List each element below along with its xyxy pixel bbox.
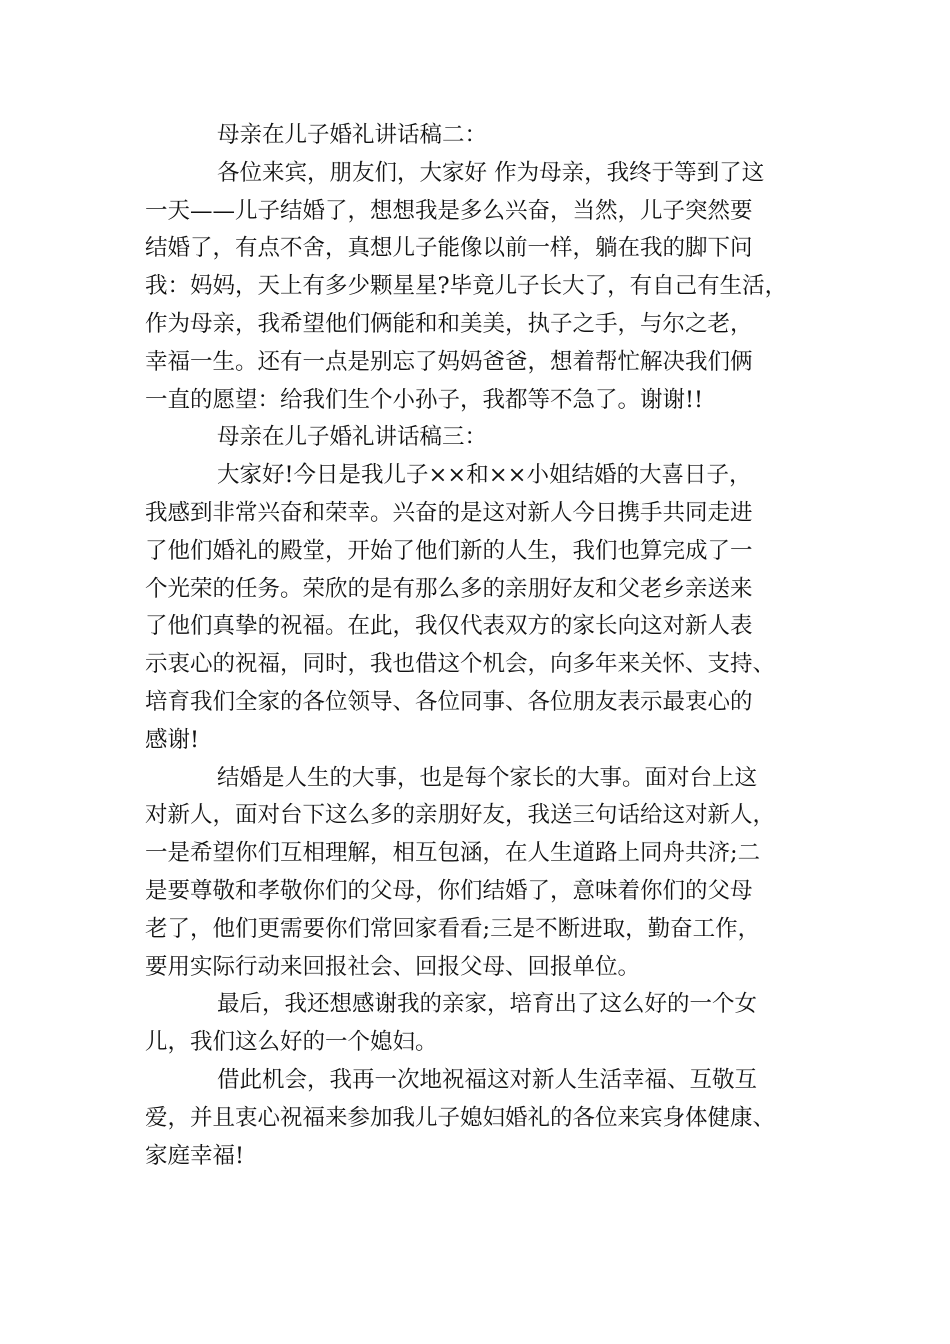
paragraph-line: 结婚是人生的大事，也是每个家长的大事。面对台上这	[217, 764, 758, 791]
paragraph-line: 爱，并且衷心祝福来参加我儿子媳妇婚礼的各位来宾身体健康、	[145, 1104, 776, 1131]
paragraph-line: 了他们婚礼的殿堂，开始了他们新的人生，我们也算完成了一	[145, 537, 753, 564]
paragraph-line: 我感到非常兴奋和荣幸。兴奋的是这对新人今日携手共同走进	[145, 499, 753, 526]
paragraph-line: 对新人，面对台下这么多的亲朋好友，我送三句话给这对新人，	[145, 802, 776, 829]
paragraph-line: 个光荣的任务。荣欣的是有那么多的亲朋好友和父老乡亲送来	[145, 575, 753, 602]
section-heading-2: 母亲在儿子婚礼讲话稿二：	[217, 122, 488, 148]
paragraph-line: 各位来宾，朋友们，大家好 作为母亲，我终于等到了这	[217, 159, 765, 186]
paragraph-line: 了他们真挚的祝福。在此，我仅代表双方的家长向这对新人表	[145, 613, 753, 640]
paragraph-line: 要用实际行动来回报社会、回报父母、回报单位。	[145, 953, 641, 980]
paragraph-line: 最后，我还想感谢我的亲家，培育出了这么好的一个女	[217, 991, 758, 1018]
paragraph-line: 我：妈妈，天上有多少颗星星?毕竟儿子长大了，有自己有生活，	[145, 273, 788, 300]
paragraph-line: 是要尊敬和孝敬你们的父母，你们结婚了，意味着你们的父母	[145, 877, 753, 904]
paragraph-line: 老了，他们更需要你们常回家看看;三是不断进取，勤奋工作，	[145, 915, 761, 942]
paragraph-line: 示衷心的祝福，同时，我也借这个机会，向多年来关怀、支持、	[145, 651, 776, 678]
section-heading-3: 母亲在儿子婚礼讲话稿三：	[217, 424, 488, 451]
paragraph-line: 家庭幸福!	[145, 1142, 245, 1169]
speech-text	[145, 117, 825, 1175]
paragraph-line: 借此机会，我再一次地祝福这对新人生活幸福、互敬互	[217, 1066, 758, 1093]
paragraph-line: 一天——儿子结婚了，想想我是多么兴奋，当然，儿子突然要	[145, 197, 753, 224]
paragraph-line: 结婚了，有点不舍，真想儿子能像以前一样，躺在我的脚下问	[145, 235, 753, 262]
paragraph-line: 幸福一生。还有一点是别忘了妈妈爸爸，想着帮忙解决我们俩	[145, 348, 753, 375]
paragraph-line: 培育我们全家的各位领导、各位同事、各位朋友表示最衷心的	[145, 688, 753, 715]
paragraph-line: 儿，我们这么好的一个媳妇。	[145, 1029, 438, 1056]
paragraph-line: 一是希望你们互相理解，相互包涵，在人生道路上同舟共济;二	[145, 840, 761, 867]
paragraph-line: 一直的愿望：给我们生个小孙子，我都等不急了。谢谢!!	[145, 386, 704, 413]
paragraph-line: 感谢!	[145, 726, 200, 753]
paragraph-line: 作为母亲，我希望他们俩能和和美美，执子之手，与尔之老，	[145, 310, 753, 337]
paragraph-line: 大家好!今日是我儿子××和××小姐结婚的大喜日子，	[217, 462, 752, 489]
